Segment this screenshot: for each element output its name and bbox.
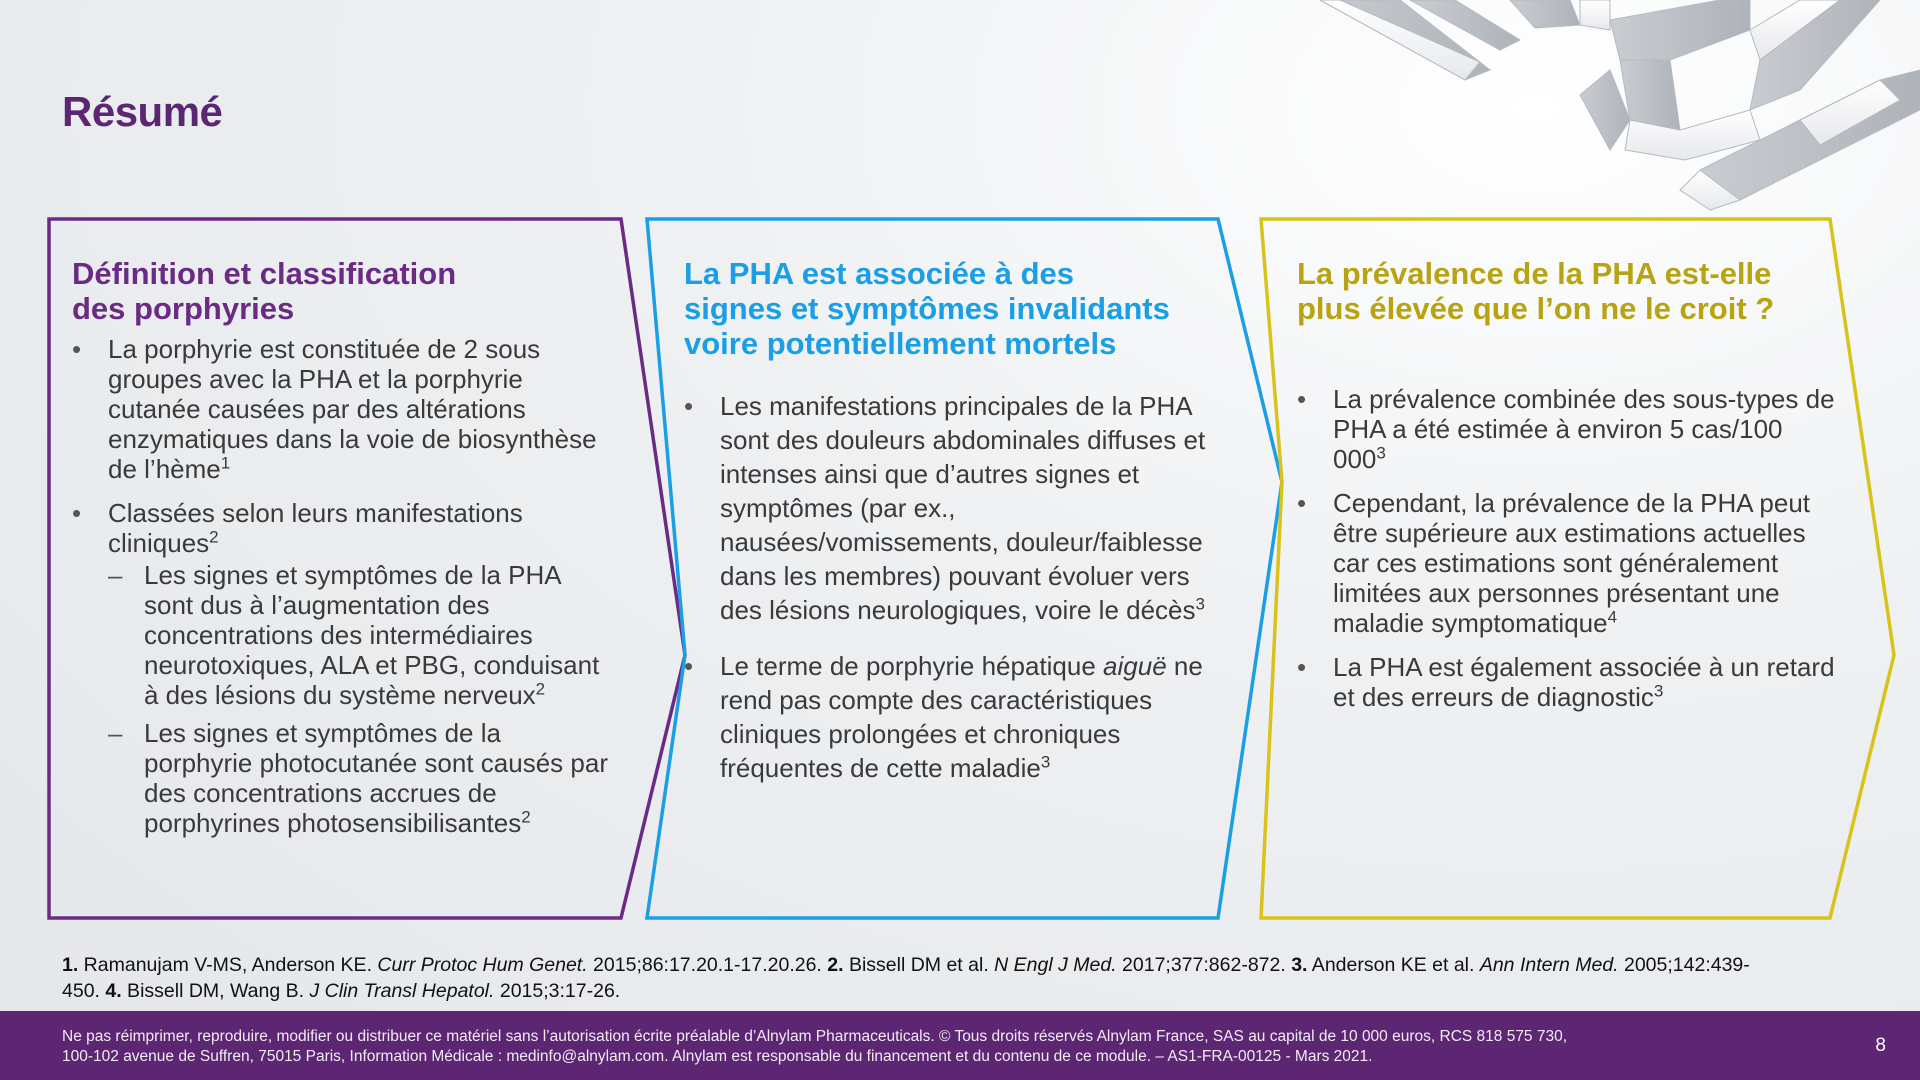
panel2-heading — [684, 256, 1224, 361]
panel1-heading-line1: Définition et classification — [72, 256, 457, 291]
ref2-journal: N Engl J Med. — [994, 954, 1117, 976]
legal-line1: Ne pas réimprimer, reproduire, modifier ou distribuer ce matériel sans l’autorisation écrite préalable d’Alnylam Pharmaceuticals. © Tous droits réservés Alnylam France, SAS au capital de 10 000 euros, RCS 818 575 730, — [62, 1028, 1568, 1045]
panel1-bullet1-text: La porphyrie est constituée de 2 sous groupes avec la PHA et la porphyrie cutanée causées par des altérations enzymatiques dans la voie de biosynthèse de l’hème — [108, 334, 597, 484]
panel2-bullet2-pre: Le terme de porphyrie hépatique — [720, 651, 1104, 681]
panel2-bullet1-text: Les manifestations principales de la PHA sont des douleurs abdominales diffuses et intenses ainsi que d’autres signes et symptômes (par ex., nausées/vomissements, douleur/faiblesse dans les membres) pouvant évoluer vers des lésions neurologiques, voire le décès — [720, 391, 1206, 625]
panel1-sub1-ref: 2 — [535, 679, 546, 699]
list-item — [72, 718, 612, 838]
list-item — [1297, 652, 1837, 712]
page-number: 8 — [1875, 1035, 1886, 1056]
panel3-list — [1297, 384, 1837, 712]
panel2-heading-line1: La PHA est associée à des — [684, 256, 1074, 291]
panel2-bullet2-ref: 3 — [1040, 752, 1051, 772]
panel1-sub2-text: Les signes et symptômes de la porphyrie photocutanée sont causés par des concentrations accrues de porphyrines photosensibilisantes — [144, 718, 608, 838]
panel2-heading-line2: signes et symptômes invalidants — [684, 291, 1170, 326]
ref3-number: 3. — [1291, 954, 1308, 976]
ref2-number: 2. — [827, 954, 844, 976]
panel1-bullet2-ref: 2 — [209, 527, 219, 547]
ref2-details: 2017;377:862-872. — [1116, 954, 1292, 976]
panel2-bullet2-post: ne rend pas compte des caractéristiques cliniques prolongées et chroniques fréquentes de cette maladie — [720, 651, 1203, 783]
panel3-bullet3-text: La PHA est également associée à un retard et des erreurs de diagnostic — [1333, 652, 1835, 712]
panel1-list — [72, 334, 612, 838]
panel3-bullet2-text: Cependant, la prévalence de la PHA peut être supérieure aux estimations actuelles car ces estimations sont généralement limitées aux personnes présentant une maladie symptomatique — [1333, 488, 1811, 638]
panel-symptoms — [684, 256, 1224, 785]
ref3-journal: Ann Intern Med. — [1479, 954, 1619, 976]
slide-title: Résumé — [62, 88, 223, 135]
panel2-bullet2-italic: aiguë — [1103, 651, 1167, 681]
list-item — [72, 560, 612, 710]
ref3-details: 2005;142:439-450. — [62, 954, 1750, 1002]
legal-notice — [62, 1027, 1782, 1067]
list-item — [1297, 488, 1837, 638]
ref1-authors: Ramanujam V-MS, Anderson KE. — [78, 954, 378, 976]
panel-definition — [72, 256, 612, 838]
panel1-bullet2-text: Classées selon leurs manifestations cliniques — [108, 498, 523, 558]
legal-line2: 100-102 avenue de Suffren, 75015 Paris, Information Médicale : medinfo@alnylam.com. Alnylam est responsable du financement et du contenu de ce module. – AS1-FRA-00125 - Mars 2021. — [62, 1048, 1373, 1065]
panel1-sub1-text: Les signes et symptômes de la PHA sont dus à l’augmentation des concentrations des intermédiaires neurotoxiques, ALA et PBG, conduisant à des lésions du système nerveux — [144, 560, 600, 710]
list-item — [1297, 384, 1837, 474]
panel1-heading — [72, 256, 612, 326]
panel2-list — [684, 389, 1224, 785]
panel3-bullet1-ref: 3 — [1376, 443, 1386, 463]
panel3-bullet3-ref: 3 — [1653, 681, 1664, 701]
references — [62, 952, 1762, 1004]
panel3-heading-line2: plus élevée que l’on ne le croit ? — [1297, 291, 1775, 326]
panel3-bullet2-ref: 4 — [1607, 607, 1618, 627]
panel2-heading-line3: voire potentiellement mortels — [684, 326, 1117, 361]
ref1-journal: Curr Protoc Hum Genet. — [377, 954, 588, 976]
panel2-bullet1-ref: 3 — [1195, 594, 1205, 614]
panel3-heading-line1: La prévalence de la PHA est-elle — [1297, 256, 1772, 291]
panel-prevalence — [1297, 256, 1837, 712]
ref1-number: 1. — [62, 954, 79, 976]
ref4-number: 4. — [105, 980, 122, 1002]
ref4-details: 2015;3:17-26. — [494, 980, 621, 1002]
ref4-authors: Bissell DM, Wang B. — [121, 980, 310, 1002]
ref1-details: 2015;86:17.20.1-17.20.26. — [587, 954, 828, 976]
list-item — [72, 334, 612, 484]
maze-illustration — [1280, 0, 1920, 220]
panel3-bullet1-text: La prévalence combinée des sous-types de PHA a été estimée à environ 5 cas/100 000 — [1333, 384, 1835, 474]
list-item — [72, 498, 612, 558]
panel1-bullet1-ref: 1 — [220, 453, 231, 473]
footer-bar — [0, 1011, 1920, 1080]
ref4-journal: J Clin Transl Hepatol. — [309, 980, 495, 1002]
panel1-sub2-ref: 2 — [521, 807, 531, 827]
panel3-heading — [1297, 256, 1837, 326]
list-item — [684, 389, 1224, 627]
ref3-authors: Anderson KE et al. — [1307, 954, 1480, 976]
panel1-heading-line2: des porphyries — [72, 291, 295, 326]
list-item — [684, 649, 1224, 785]
ref2-authors: Bissell DM et al. — [843, 954, 995, 976]
